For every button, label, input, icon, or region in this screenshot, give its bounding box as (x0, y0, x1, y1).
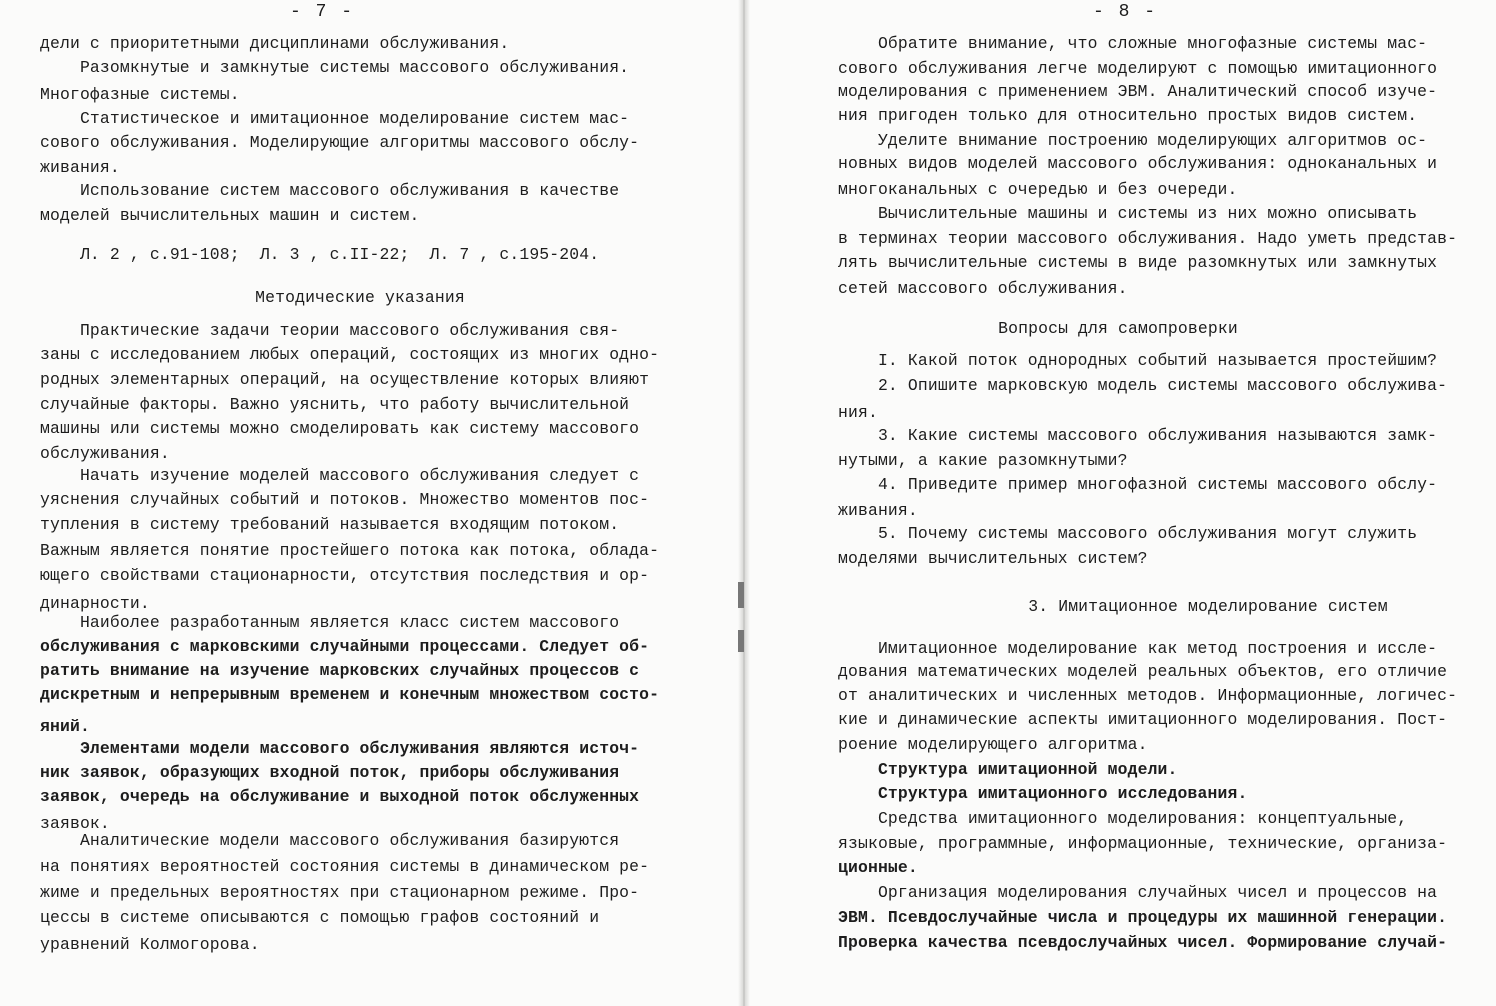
chapter-heading: 3. Имитационное моделирование систем (1028, 597, 1388, 616)
text-line: в терминах теории массового обслуживания. Надо уметь представ- (838, 229, 1458, 248)
text-line: ющего свойствами стационарности, отсутствия последствия и ор- (40, 566, 650, 585)
text-line: кие и динамические аспекты имитационного моделирования. Пост- (838, 710, 1448, 729)
text-line: живания. (40, 158, 120, 177)
question-line: 3. Какие системы массового обслуживания называются замк- (838, 426, 1438, 445)
text-line: дели с приоритетными дисциплинами обслуживания. (40, 34, 510, 53)
text-line: сового обслуживания. Моделирующие алгоритмы массового обслу- (40, 133, 640, 152)
literature-reference: Л. 2 , с.91-108; Л. 3 , с.II-22; Л. 7 , с.195-204. (40, 245, 600, 264)
question-line: 5. Почему системы массового обслуживания могут служить (838, 524, 1418, 543)
question-line: нутыми, а какие разомкнутыми? (838, 451, 1128, 470)
text-line: дискретным и непрерывным временем и конечным множеством состо- (40, 685, 660, 704)
text-line: Уделите внимание построению моделирующих алгоритмов ос- (838, 131, 1428, 150)
text-line: Проверка качества псевдослучайных чисел. Формирование случай- (838, 933, 1448, 952)
text-line: динарности. (40, 594, 150, 613)
text-line: дования математических моделей реальных объектов, его отличие (838, 662, 1448, 681)
text-line: ционные. (838, 858, 918, 877)
text-line: Имитационное моделирование как метод построения и иссле- (838, 639, 1438, 658)
text-line: заявок, очередь на обслуживание и выходной поток обслуженных (40, 787, 640, 806)
text-line: от аналитических и численных методов. Информационные, логичес- (838, 686, 1458, 705)
text-line: Начать изучение моделей массового обслуживания следует с (40, 466, 640, 485)
right-page (748, 0, 1496, 1006)
text-line: сетей массового обслуживания. (838, 279, 1128, 298)
text-line: Средства имитационного моделирования: концептуальные, (838, 809, 1408, 828)
text-line: Организация моделирования случайных чисел и процессов на (838, 883, 1438, 902)
text-line: моделей вычислительных машин и систем. (40, 206, 420, 225)
question-line: живания. (838, 501, 918, 520)
text-line: тупления в систему требований называется входящим потоком. (40, 515, 620, 534)
text-line: Статистическое и имитационное моделирование систем мас- (40, 109, 630, 128)
section-heading: Вопросы для самопроверки (998, 319, 1238, 338)
text-line: машины или системы можно смоделировать как систему массового (40, 419, 640, 438)
staple-mark (738, 630, 744, 652)
text-line: Обратите внимание, что сложные многофазные системы мас- (838, 34, 1428, 53)
text-line: на понятиях вероятностей состояния системы в динамическом ре- (40, 857, 650, 876)
page-number: - 8 - (1093, 2, 1158, 22)
text-line: Аналитические модели массового обслуживания базируются (40, 831, 620, 850)
text-line: моделирования с применением ЭВМ. Аналитический способ изуче- (838, 82, 1438, 101)
text-line: Вычислительные машины и системы из них можно описывать (838, 204, 1418, 223)
left-page (0, 0, 744, 1006)
text-line: жиме и предельных вероятностях при стационарном режиме. Про- (40, 883, 640, 902)
text-line: уяснения случайных событий и потоков. Множество моментов пос- (40, 490, 650, 509)
text-line: родных элементарных операций, на осуществление которых влияют (40, 370, 650, 389)
text-line: ник заявок, образующих входной поток, приборы обслуживания (40, 763, 620, 782)
text-line: ния пригоден только для относительно простых видов систем. (838, 106, 1418, 125)
text-line: Практические задачи теории массового обслуживания свя- (40, 321, 620, 340)
text-line: многоканальных с очередью и без очереди. (838, 180, 1238, 199)
question-line: 2. Опишите марковскую модель системы массового обслужива- (838, 376, 1448, 395)
text-line: роение моделирующего алгоритма. (838, 735, 1148, 754)
question-line: I. Какой поток однородных событий называется простейшим? (838, 351, 1438, 370)
text-line: ратить внимание на изучение марковских случайных процессов с (40, 661, 640, 680)
text-line: Важным является понятие простейшего потока как потока, облада- (40, 541, 660, 560)
text-line: Использование систем массового обслуживания в качестве (40, 181, 620, 200)
text-line: языковые, программные, информационные, технические, организа- (838, 834, 1448, 853)
text-line: обслуживания с марковскими случайными процессами. Следует об- (40, 637, 650, 656)
text-line: Многофазные системы. (40, 85, 240, 104)
question-line: ния. (838, 403, 878, 422)
text-line: заны с исследованием любых операций, состоящих из многих одно- (40, 345, 660, 364)
text-line: ЭВМ. Псевдослучайные числа и процедуры их машинной генерации. (838, 908, 1448, 927)
section-heading: Методические указания (255, 288, 465, 307)
text-line: Наиболее разработанным является класс систем массового (40, 613, 620, 632)
staple-mark (738, 582, 744, 608)
question-line: моделями вычислительных систем? (838, 549, 1148, 568)
text-line: Элементами модели массового обслуживания являются источ- (40, 739, 640, 758)
text-line: новных видов моделей массового обслуживания: одноканальных и (838, 154, 1438, 173)
text-line: Структура имитационной модели. (838, 760, 1178, 779)
text-line: лять вычислительные системы в виде разомкнутых или замкнутых (838, 253, 1438, 272)
text-line: яний. (40, 717, 90, 736)
text-line: уравнений Колмогорова. (40, 935, 260, 954)
text-line: сового обслуживания легче моделируют с помощью имитационного (838, 59, 1438, 78)
text-line: Структура имитационного исследования. (838, 784, 1248, 803)
text-line: обслуживания. (40, 444, 170, 463)
text-line: цессы в системе описываются с помощью графов состояний и (40, 908, 600, 927)
page-number: - 7 - (290, 2, 355, 22)
text-line: Разомкнутые и замкнутые системы массового обслуживания. (40, 58, 630, 77)
text-line: случайные факторы. Важно уяснить, что работу вычислительной (40, 395, 630, 414)
question-line: 4. Приведите пример многофазной системы массового обслу- (838, 475, 1438, 494)
text-line: заявок. (40, 814, 110, 833)
